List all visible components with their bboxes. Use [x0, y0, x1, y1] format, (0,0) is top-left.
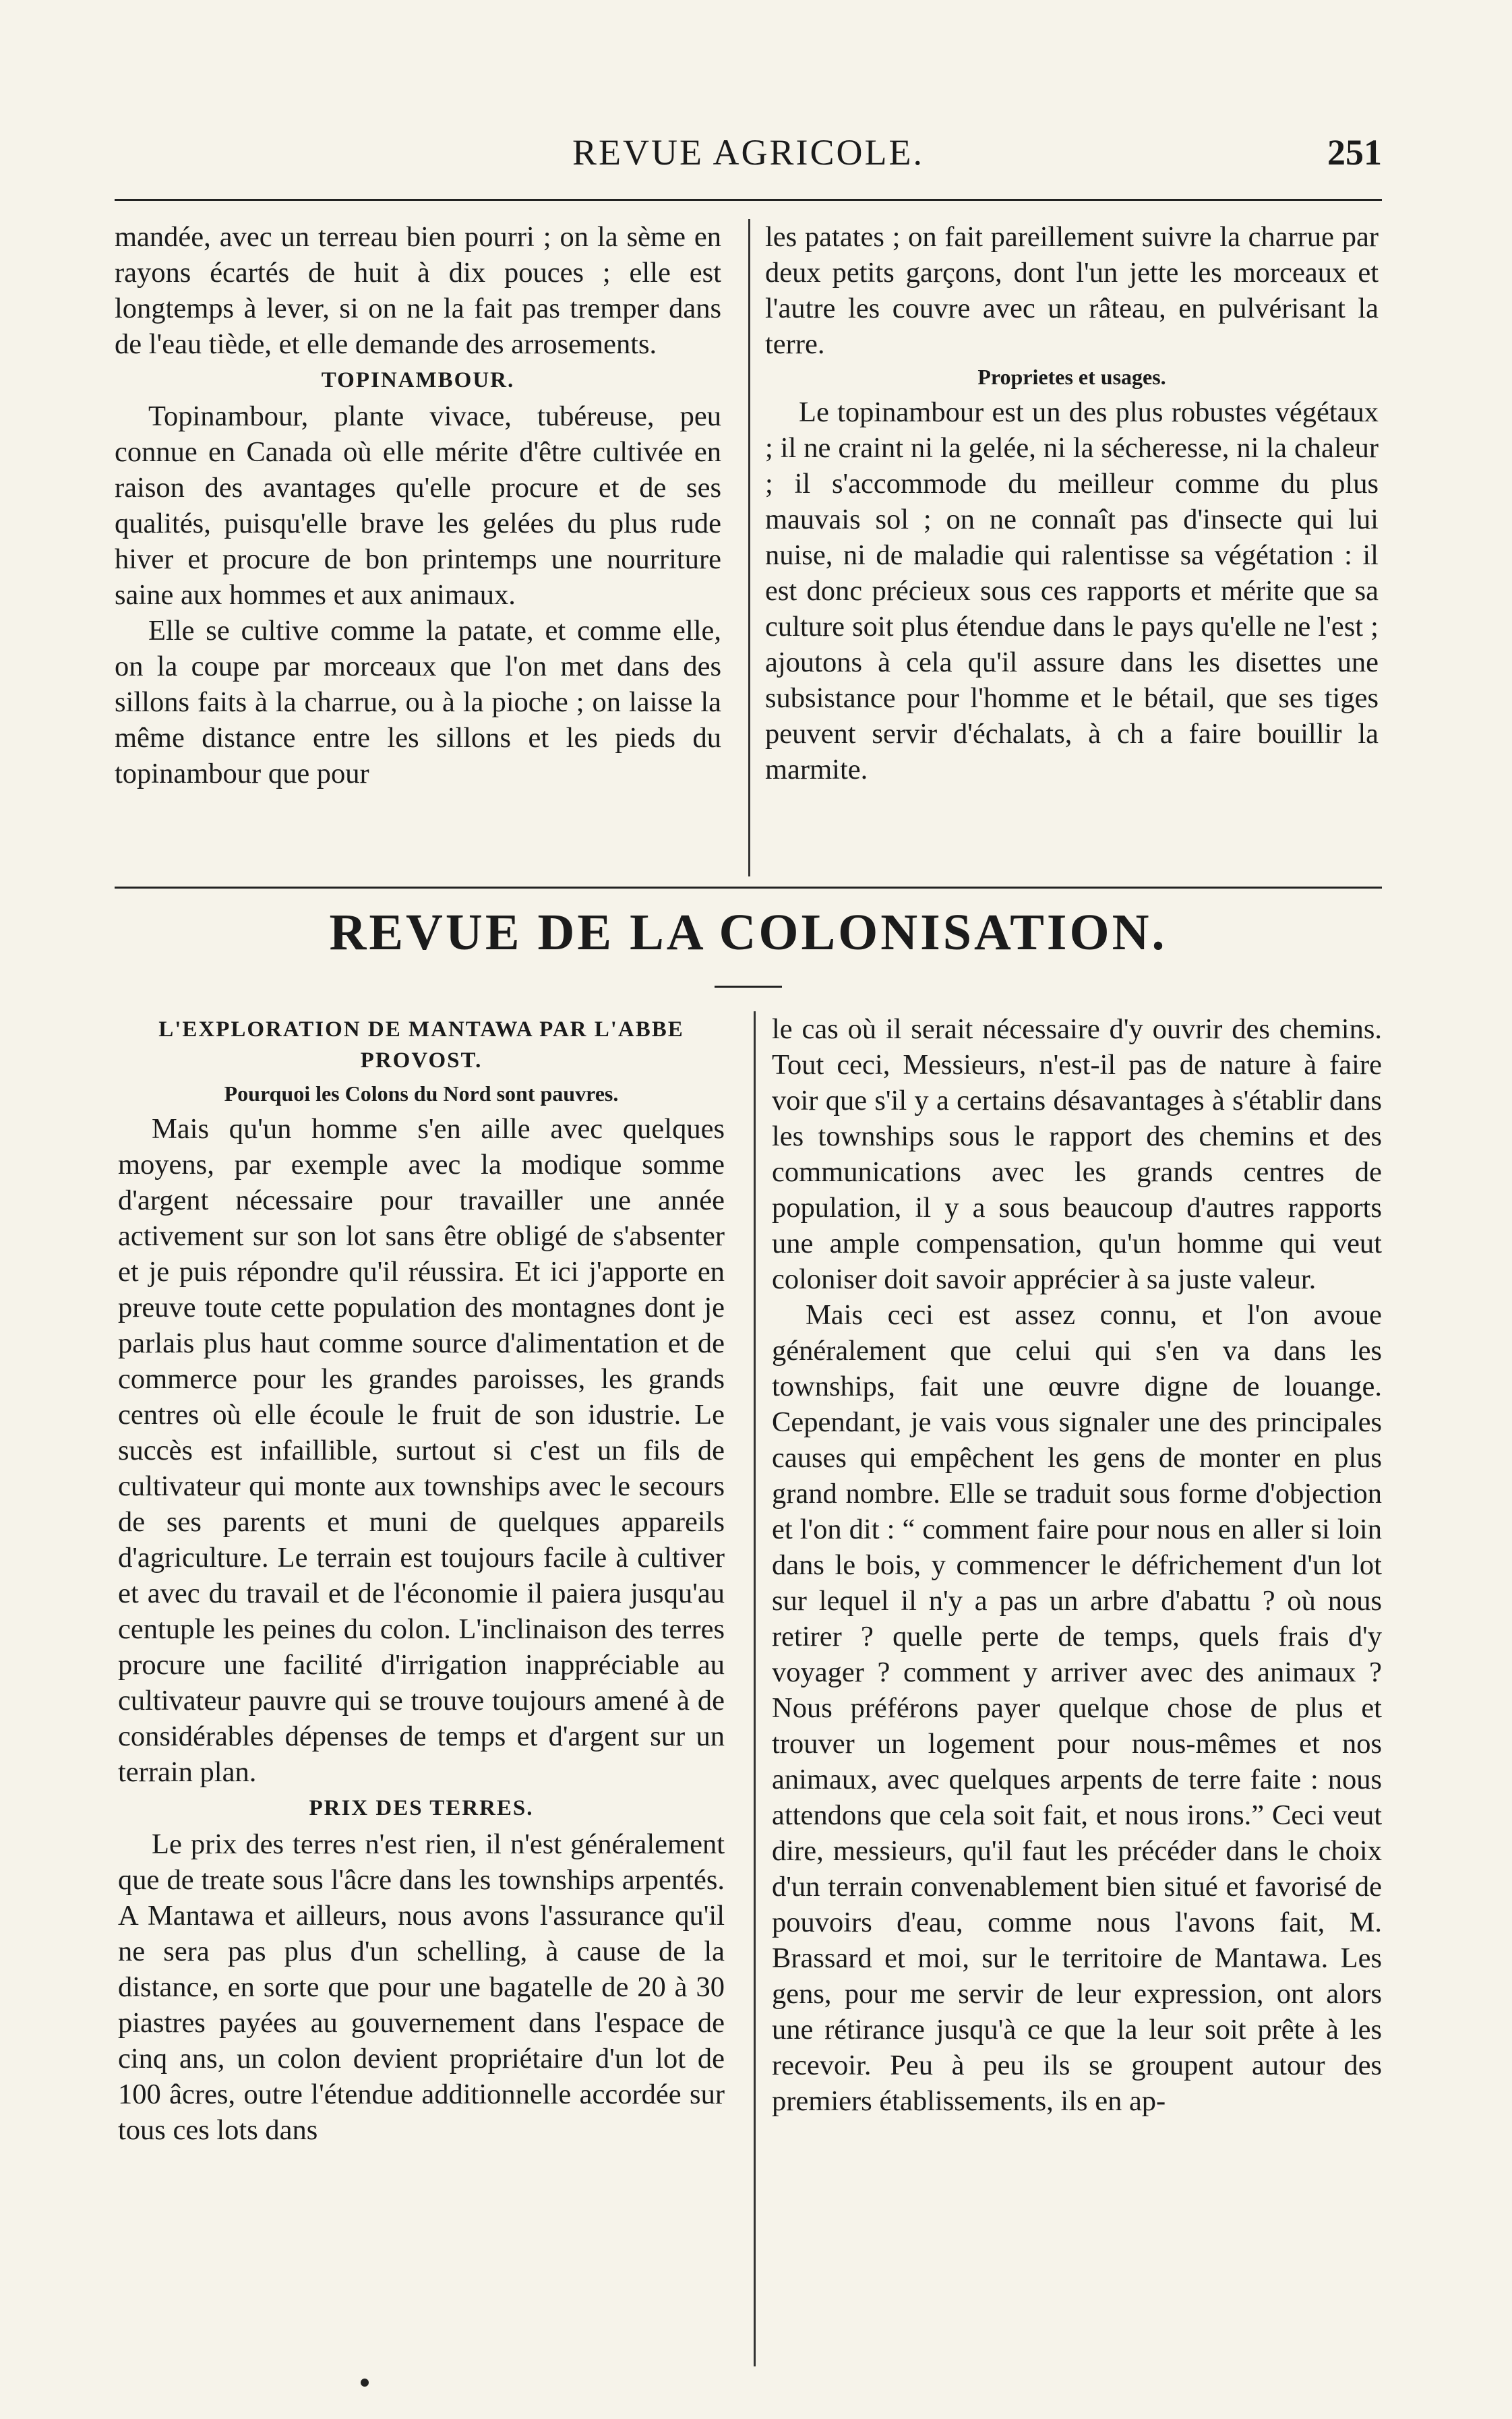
running-head [115, 131, 1382, 179]
continued-paragraph: le cas où il serait nécessaire d'y ouvrir des chemins. Tout ceci, Messieurs, n'est-il pas de nature à faire voir que s'il y a certains désavantages à s'établir dans les townships sous le rapport des chemins et des communications avec les grands centres de population, il y a sous beaucoup d'autres rapports une ample compensation, qu'un homme qui veut coloniser doit savoir apprécier à sa juste valeur. [772, 1013, 1382, 1295]
section-heading-prix: PRIX DES TERRES. [309, 1796, 534, 1820]
subheading-proprietes: Proprietes et usages. [977, 365, 1166, 389]
header-rule [115, 199, 1382, 201]
article-subheading: Pourquoi les Colons du Nord sont pauvres. [224, 1081, 619, 1106]
continued-paragraph: les patates ; on fait pareillement suivre la charrue par deux petits garçons, dont l'un jette les morceaux et l'autre les couvre avec un râteau, en pulvérisant la terre. [765, 221, 1379, 360]
column-divider [748, 219, 750, 876]
page-bullet-mark [361, 2379, 369, 2387]
paragraph: Topinambour, plante vivace, tubéreuse, peu connue en Canada où elle mérite d'être cultivée en raison des avantages qu'elle procure et de ses qualités, puisqu'elle brave les gelées du plus rude hiver et procure de bon printemps une nourriture saine aux hommes et aux animaux. [115, 400, 721, 611]
paragraph: Le topinambour est un des plus robustes végétaux ; il ne craint ni la gelée, ni la sécheresse, ni la chaleur ; il s'accommode du meilleur comme du plus mauvais sol ; on ne connaît pas d'insecte qui lui nuise, ni de maladie qui ralentisse sa végétation : il est donc précieux sous ces rapports et mérite que sa culture soit plus étendue dans le pays qu'elle ne l'est ; ajoutons à cela qu'il assure dans les disettes une subsistance pour l'homme et le bétail, que ses tiges peuvent servir d'échalats, à ch a faire bouillir la marmite. [765, 396, 1379, 785]
bottom-right-column [772, 1011, 1382, 2366]
section-rule [115, 887, 1382, 889]
paragraph: Le prix des terres n'est rien, il n'est généralement que de treate sous l'âcre dans les townships arpentés. A Mantawa et ailleurs, nous avons l'assurance qu'il ne sera pas plus d'un schelling, à cause de la distance, en sorte que pour une bagatelle de 20 à 30 piastres payées au gouvernement dans l'espace de cinq ans, un colon devient propriétaire d'un lot de 100 âcres, outre l'étendue additionnelle accordée sur tous ces lots dans [118, 1828, 725, 2146]
column-divider [754, 1011, 756, 2366]
top-right-column [765, 219, 1379, 883]
continued-paragraph: mandée, avec un terreau bien pourri ; on la sème en rayons écartés de huit à dix pouces ; elle est longtemps à lever, si on ne la fait pas tremper dans de l'eau tiède, et elle demande des arrosements. [115, 221, 721, 360]
running-title: REVUE AGRICOLE. [572, 132, 924, 173]
section-title: REVUE DE LA COLONISATION. [329, 904, 1168, 961]
article-heading: L'EXPLORATION DE MANTAWA PAR L'ABBE PROVOST. [158, 1017, 684, 1073]
title-underline [715, 986, 782, 988]
bottom-left-column [118, 1011, 725, 2366]
section-heading-topinambour: TOPINAMBOUR. [321, 368, 515, 392]
top-left-column [115, 219, 721, 883]
paragraph: Mais qu'un homme s'en aille avec quelques moyens, par exemple avec la modique somme d'argent nécessaire pour travailler une année activement sur son lot sans être obligé de s'absenter et je puis répondre qu'il réussira. Et ici j'apporte en preuve toute cette population des montagnes dont je parlais plus haut comme source d'alimentation et de commerce pour les grandes paroisses, les grands centres où elle écoule le fruit de son idustrie. Le succès est infaillible, surtout si c'est un fils de cultivateur qui monte aux townships avec le secours de ses parents et muni de quelques appareils d'agriculture. Le terrain est toujours facile à cultiver et avec du travail et de l'économie il paiera jusqu'au centuple les peines du colon. L'inclinaison des terres procure une facilité d'irrigation inappréciable au cultivateur pauvre qui se trouve toujours amené à de considérables dépenses de temps et d'argent sur un terrain plan. [118, 1113, 725, 1788]
paragraph: Elle se cultive comme la patate, et comme elle, on la coupe par morceaux que l'on met dans des sillons faits à la charrue, ou à la pioche ; on laisse la même distance entre les sillons et les pieds du topinambour que pour [115, 615, 721, 789]
page-number: 251 [1327, 132, 1382, 173]
paragraph: Mais ceci est assez connu, et l'on avoue généralement que celui qui s'en va dans les townships, fait une œuvre digne de louange. Cependant, je vais vous signaler une des principales causes qui empêchent les gens de monter en plus grand nombre. Elle se traduit sous forme d'objection et l'on dit : “ comment faire pour nous en aller si loin dans le bois, y commencer le défrichement d'un lot sur lequel il n'y a pas un arbre d'abattu ? où nous retirer ? quelle perte de temps, quels frais d'y voyager ? comment y arriver avec des animaux ? Nous préférons payer quelque chose de plus et trouver un logement pour nous-mêmes et nos animaux, avec quelques arpents de terre faite : nous attendons que cela soit fait, et nous irons.” Ceci veut dire, messieurs, qu'il faut les précéder dans le choix d'un terrain convenablement bien situé et favorisé de pouvoirs d'eau, comme nous l'avons fait, M. Brassard et moi, sur le territoire de Mantawa. Les gens, pour me servir de leur expression, ont alors une rétirance jusqu'à ce que la leur soit prête à les recevoir. Peu à peu ils se groupent autour des premiers établissements, ils en ap- [772, 1299, 1382, 2117]
